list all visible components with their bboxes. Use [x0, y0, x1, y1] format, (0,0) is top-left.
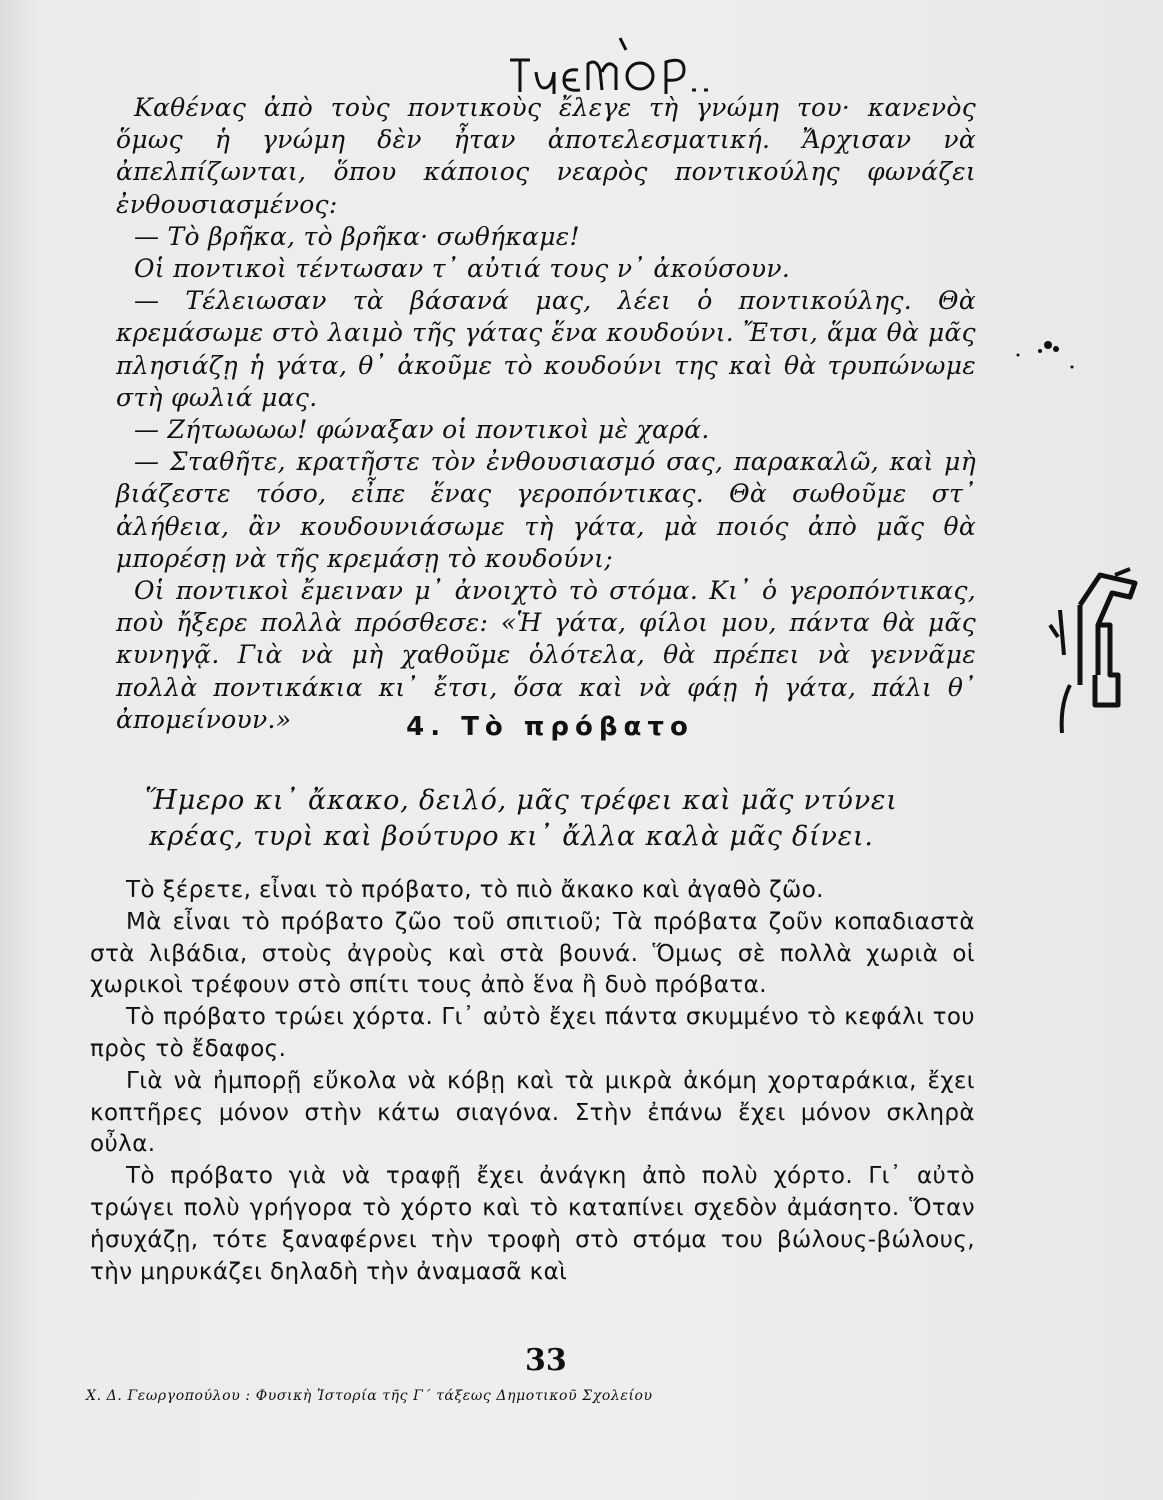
story-paragraph: — Ζήτωωωω! φώναξαν οἱ ποντικοὶ μὲ χαρά.	[134, 415, 710, 445]
story-paragraph: — Τὸ βρῆκα, τὸ βρῆκα· σωθήκαμε!	[134, 221, 580, 251]
poem	[145, 783, 945, 855]
story-paragraph: — Τέλειωσαν τὰ βάσανά μας, λέει ὁ ποντικούλης. Θὰ κρεμάσωμε στὸ λαιμὸ τῆς γάτας ἕνα κουδούνι. Ἔτσι, ἅμα θὰ μᾶς πλησιάζῃ ἡ γάτα, θ᾽ ἀκοῦμε τὸ κουδούνι της καὶ θὰ τρυπώνωμε στὴ φωλιά μας.	[116, 286, 976, 412]
footer-citation: Χ. Δ. Γεωργοπούλου : Φυσικὴ Ἱστορία τῆς Γ΄ τάξεως Δημοτικοῦ Σχολείου	[86, 1388, 653, 1404]
body-paragraph: Μὰ εἶναι τὸ πρόβατο ζῶο τοῦ σπιτιοῦ; Τὰ πρόβατα ζοῦν κοπαδιαστὰ στὰ λιβάδια, στοὺς ἀγροὺς καὶ στὰ βουνά. Ὅμως σὲ πολλὰ χωριὰ οἱ χωρικοὶ τρέφουν στὸ σπίτι τους ἀπὸ ἕνα ἢ δυὸ πρόβατα.	[90, 908, 975, 999]
page-number: 33	[525, 1343, 567, 1378]
body-text	[90, 875, 975, 1288]
story-paragraph: Οἱ ποντικοὶ ἔμειναν μ᾽ ἀνοιχτὸ τὸ στόμα. Κι᾽ ὁ γεροπόντικας, ποὺ ἤξερε πολλὰ πρόσθεσε: «Ἡ γάτα, φίλοι μου, πάντα θὰ μᾶς κυνηγᾷ. Γιὰ νὰ μὴ χαθοῦμε ὁλότελα, θὰ πρέπει νὰ γεννᾶμε πολλὰ ποντικάκια κι᾽ ἔτσι, ὅσα καὶ νὰ φάῃ ἡ γάτα, πάλι θ᾽ ἀπομείνουν.»	[116, 576, 976, 734]
body-paragraph: Τὸ ξέρετε, εἶναι τὸ πρόβατο, τὸ πιὸ ἄκακο καὶ ἀγαθὸ ζῶο.	[126, 877, 824, 903]
story-paragraph: Οἱ ποντικοὶ τέντωσαν τ᾽ αὐτιά τους ν᾽ ἀκούσουν.	[134, 254, 791, 284]
poem-line: κρέας, τυρὶ καὶ βούτυρο κι᾽ ἄλλα καλὰ μᾶς δίνει.	[149, 821, 874, 852]
poem-line: Ἥμερο κι᾽ ἄκακο, δειλό, μᾶς τρέφει καὶ μᾶς ντύνει	[145, 785, 898, 816]
ink-specks	[1010, 325, 1090, 385]
body-paragraph: Τὸ πρόβατο γιὰ νὰ τραφῇ ἔχει ἀνάγκη ἀπὸ πολὺ χόρτο. Γι᾽ αὐτὸ τρώγει πολὺ γρήγορα τὸ χόρτο καὶ τὸ καταπίνει σχεδὸν ἀμάσητο. Ὅταν ἡσυχάζῃ, τότε ξαναφέρνει τὴν τροφὴ στὸ στόμα του βώλους-βώλους, τὴν μηρυκάζει δηλαδὴ τὴν ἀναμασᾶ καὶ	[90, 1163, 975, 1285]
story-text	[116, 92, 976, 736]
section-title: 4. Τὸ πρόβατο	[406, 712, 694, 742]
body-paragraph: Γιὰ νὰ ἠμπορῇ εὔκολα νὰ κόβῃ καὶ τὰ μικρὰ ἀκόμη χορταράκια, ἔχει κοπτῆρες μόνον στὴν κάτω σιαγόνα. Στὴν ἐπάνω ἔχει μόνον σκληρὰ οὖλα.	[90, 1067, 975, 1158]
story-paragraph: — Σταθῆτε, κρατῆστε τὸν ἐνθουσιασμό σας, παρακαλῶ, καὶ μὴ βιάζεστε τόσο, εἶπε ἕνας γεροπόντικας. Θὰ σωθοῦμε στ᾽ ἀλήθεια, ἂν κουδουνιάσωμε τὴ γάτα, μὰ ποιός ἀπὸ μᾶς θὰ μπορέσῃ νὰ τῆς κρεμάσῃ τὸ κουδούνι;	[116, 447, 976, 573]
pen-doodle	[1040, 565, 1150, 740]
story-paragraph: Καθένας ἀπὸ τοὺς ποντικοὺς ἔλεγε τὴ γνώμη του· κανενὸς ὅμως ἡ γνώμη δὲν ἦταν ἀποτελεσματική. Ἄρχισαν νὰ ἀπελπίζωνται, ὅπου κάποιος νεαρὸς ποντικούλης φωνάζει ἐνθουσιασμένος:	[116, 93, 976, 219]
body-paragraph: Τὸ πρόβατο τρώει χόρτα. Γι᾽ αὐτὸ ἔχει πάντα σκυμμένο τὸ κεφάλι του πρὸς τὸ ἔδαφος.	[90, 1004, 975, 1062]
handwritten-heading	[508, 30, 768, 100]
